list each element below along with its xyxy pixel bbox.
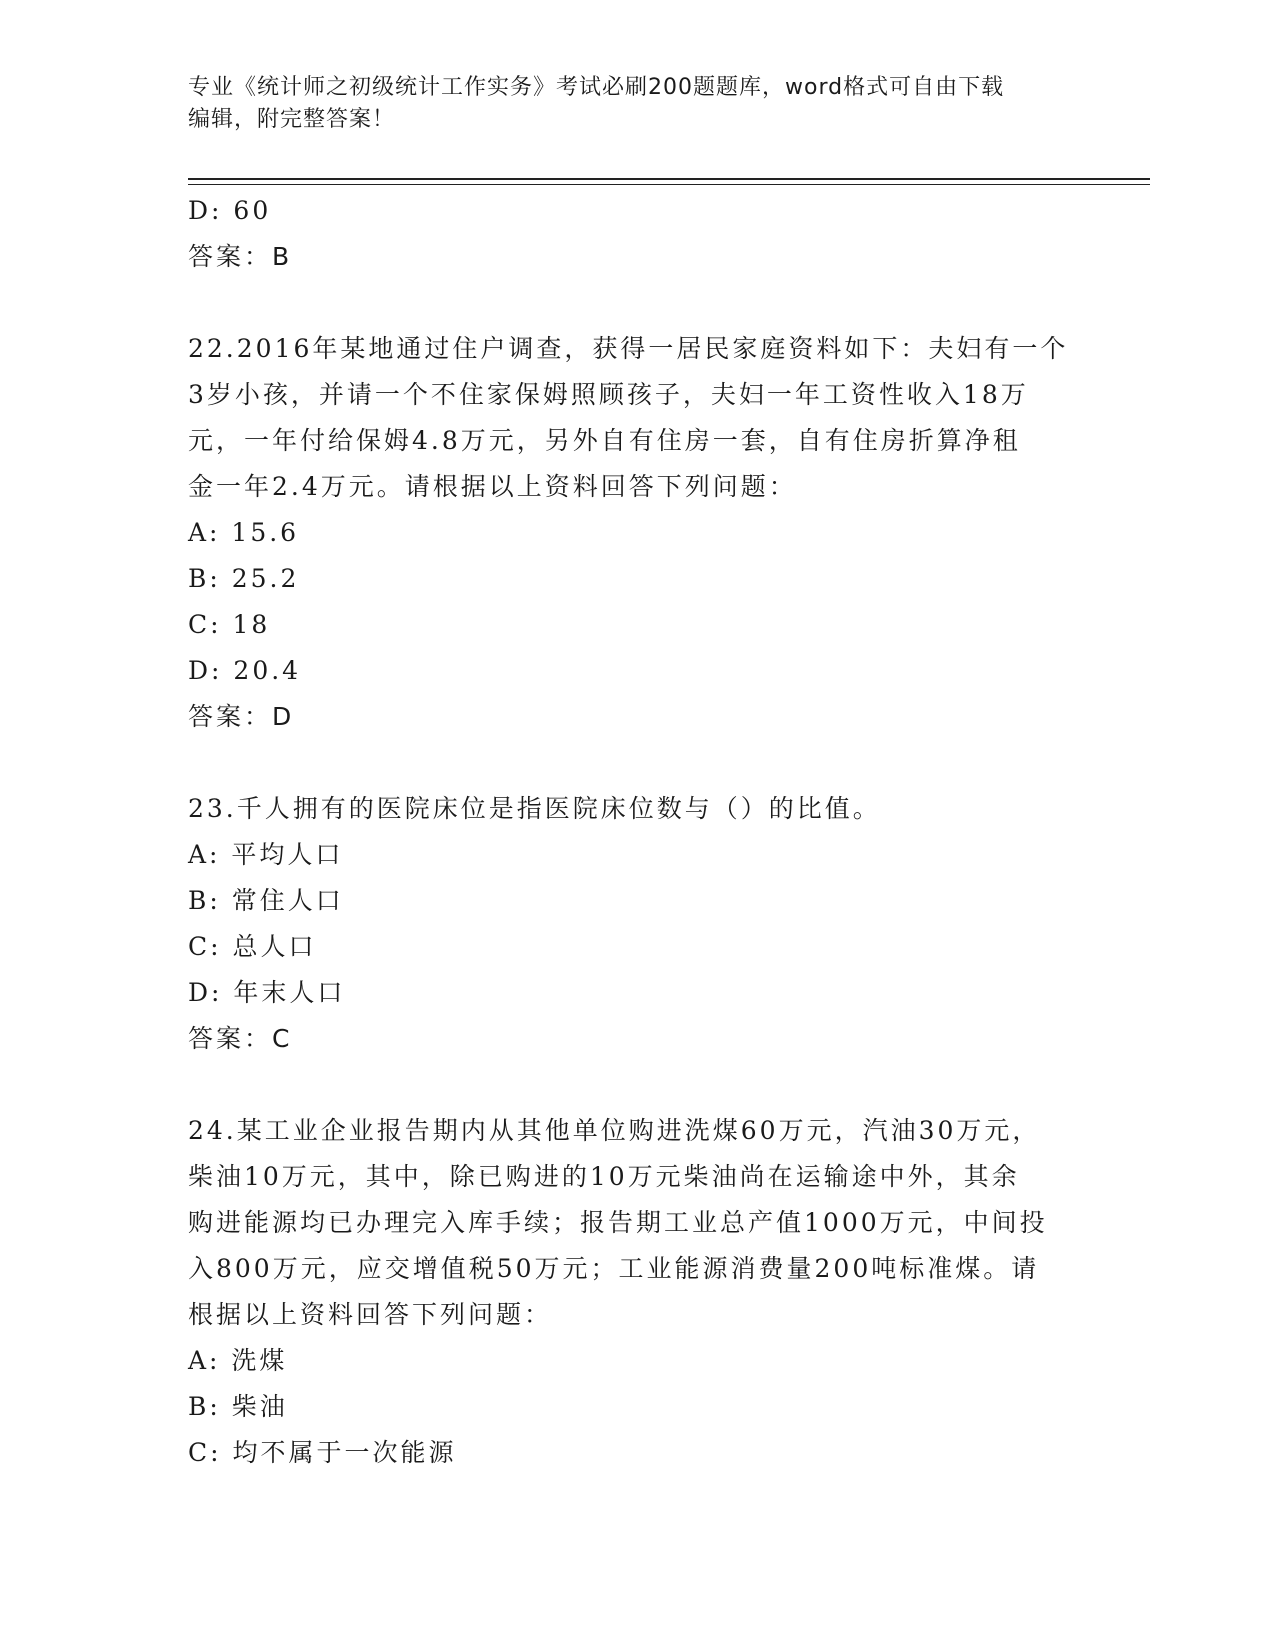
question-text-line: 柴油10万元，其中，除已购进的10万元柴油尚在运输途中外，其余 xyxy=(188,1162,1020,1191)
document-header xyxy=(188,72,1068,136)
question-22 xyxy=(188,326,1088,740)
option-c: C: 均不属于一次能源 xyxy=(188,1438,457,1467)
question-text-line: 24.某工业企业报告期内从其他单位购进洗煤60万元，汽油30万元， xyxy=(188,1116,1041,1145)
option-b: B: 常住人口 xyxy=(188,886,344,915)
option-b: B: 25.2 xyxy=(188,564,300,593)
question-text-line: 入800万元，应交增值税50万元；工业能源消费量200吨标准煤。请 xyxy=(188,1254,1040,1283)
question-23 xyxy=(188,786,1088,1062)
option-d: D: 60 xyxy=(188,196,272,225)
option-a: A: 15.6 xyxy=(188,518,300,547)
option-c: C: 18 xyxy=(188,610,271,639)
question-text-line: 金一年2.4万元。请根据以上资料回答下列问题： xyxy=(188,472,797,501)
question-text-line: 23.千人拥有的医院床位是指医院床位数与（）的比值。 xyxy=(188,794,881,823)
question-text-line: 3岁小孩，并请一个不住家保姆照顾孩子，夫妇一年工资性收入18万 xyxy=(188,380,1029,409)
option-b: B: 柴油 xyxy=(188,1392,288,1421)
option-a: A: 洗煤 xyxy=(188,1346,288,1375)
question-text-line: 元，一年付给保姆4.8万元，另外自有住房一套，自有住房折算净租 xyxy=(188,426,1021,455)
option-d: D: 年末人口 xyxy=(188,978,346,1007)
question-24 xyxy=(188,1108,1088,1476)
header-line-2: 编辑，附完整答案！ xyxy=(188,107,396,132)
header-line-1: 专业《统计师之初级统计工作实务》考试必刷200题题库，word格式可自由下载 xyxy=(188,75,1005,100)
option-a: A: 平均人口 xyxy=(188,840,344,869)
header-divider-thick xyxy=(188,178,1150,180)
option-d: D: 20.4 xyxy=(188,656,302,685)
question-text-line: 购进能源均已办理完入库手续；报告期工业总产值1000万元，中间投 xyxy=(188,1208,1048,1237)
answer: 答案：D xyxy=(188,702,295,731)
question-text-line: 根据以上资料回答下列问题： xyxy=(188,1300,553,1329)
question-21-tail xyxy=(188,188,1088,280)
answer: 答案：B xyxy=(188,242,293,271)
header-divider-thin xyxy=(188,184,1150,185)
question-list xyxy=(188,188,1088,1476)
question-text-line: 22.2016年某地通过住户调查，获得一居民家庭资料如下：夫妇有一个 xyxy=(188,334,1069,363)
option-c: C: 总人口 xyxy=(188,932,317,961)
answer: 答案：C xyxy=(188,1024,293,1053)
